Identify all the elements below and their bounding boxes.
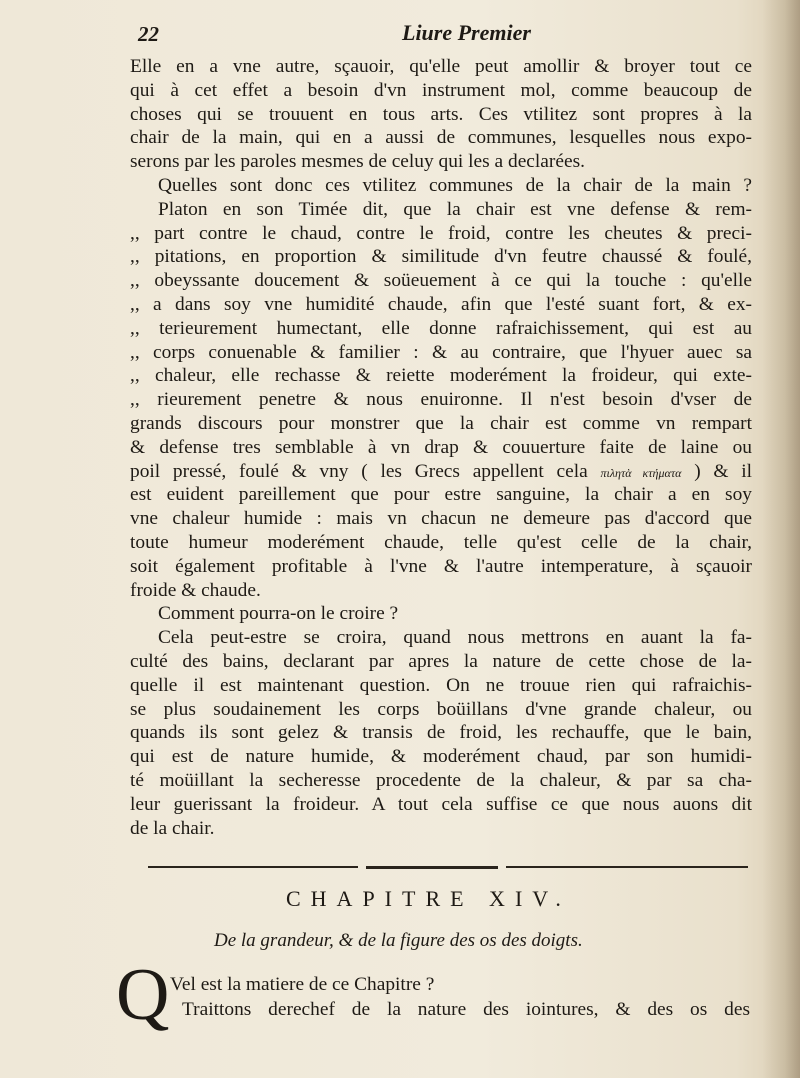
chapter-heading: CHAPITRE XIV. xyxy=(286,886,571,911)
text-line: soit également profitable à l'vne & l'autre intemperature, à sçauoir xyxy=(130,555,752,577)
quoted-line: ,, terieurement humectant, elle donne rafraichissement, qui est au xyxy=(130,317,752,339)
text-line: Traittons derechef de la nature des iointures, & des os des xyxy=(182,999,750,1020)
text-line: serons par les paroles mesmes de celuy qui les a declarées. xyxy=(130,151,585,173)
text-line: est euident pareillement que pour estre sanguine, la chair a en soy xyxy=(130,484,752,506)
text-line: vne chaleur humide : mais vn chacun ne demeure pas d'accord que xyxy=(130,508,752,530)
quoted-line: ,, corps conuenable & familier : & au contraire, que l'hyuer auec sa xyxy=(130,341,752,363)
text-fragment: ) & il xyxy=(694,460,753,482)
text-line: qui est de nature humide, & moderément chaud, par son humidi- xyxy=(130,746,752,768)
text-fragment: poil pressé, foulé & vny ( les Grecs appellent cela xyxy=(130,460,588,482)
question-line: Vel est la matiere de ce Chapitre ? xyxy=(170,974,435,995)
question-line: Comment pourra-on le croire ? xyxy=(158,603,399,625)
body-text xyxy=(130,55,752,840)
text-line: té moüillant la secheresse procedente de la chaleur, & par sa cha- xyxy=(130,769,752,791)
section-divider xyxy=(148,866,748,872)
quoted-line: ,, pitations, en proportion & similitude d'vn feutre chaussé & foulé, xyxy=(130,246,752,268)
text-line: quelle il est maintenant question. On ne trouue rien qui rafraichis- xyxy=(130,674,752,696)
text-line: de la chair. xyxy=(130,817,215,839)
text-line: Cela peut-estre se croira, quand nous mettrons en auant la fa- xyxy=(158,627,752,649)
running-title: Liure Premier xyxy=(402,20,531,45)
text-line: Platon en son Timée dit, que la chair est vne defense & rem- xyxy=(158,198,752,220)
text-line: leur guerissant la froideur. A tout cela suffise ce que nous auons dit xyxy=(130,793,752,815)
text-line: quands ils sont gelez & transis de froid, les rechauffe, que le bain, xyxy=(130,722,752,744)
quoted-line: ,, rieurement penetre & nous enuironne. Il n'est besoin d'vser de xyxy=(130,389,752,411)
chapter-opening xyxy=(170,972,750,1022)
text-line: culté des bains, declarant par apres la nature de cette chose de la- xyxy=(130,650,752,672)
text-line: choses qui se trouuent en tous arts. Ces vtilitez sont propres à la xyxy=(130,103,752,125)
quoted-line: ,, part contre le chaud, contre le froid, contre les cheutes & preci- xyxy=(130,222,752,244)
page-edge-shadow xyxy=(762,0,800,1078)
drop-cap: Q xyxy=(116,954,170,1036)
text-line: chair de la main, qui en a aussi de communes, lesquelles nous expo- xyxy=(130,127,752,149)
greek-term: πιλητὰ κτήματα xyxy=(600,465,682,480)
text-line: & defense tres semblable à vn drap & couuerture faite de laine ou xyxy=(130,436,752,458)
quoted-line: ,, a dans soy vne humidité chaude, afin que l'esté suant fort, & ex- xyxy=(130,293,752,315)
chapter-subtitle: De la grandeur, & de la figure des os des doigts. xyxy=(214,930,583,951)
quoted-line: ,, chaleur, elle rechasse & reiette moderément la froideur, qui exte- xyxy=(130,365,752,387)
text-line: qui à cet effet a besoin d'vn instrument mol, comme beaucoup de xyxy=(130,79,752,101)
running-head xyxy=(138,20,748,50)
text-line: froide & chaude. xyxy=(130,579,261,601)
question-line: Quelles sont donc ces vtilitez communes de la chair de la main ? xyxy=(158,174,752,196)
quoted-line: ,, obeyssante doucement & soüeuement à ce qui la touche : qu'elle xyxy=(130,270,752,292)
text-line: se plus soudainement les corps boüillans d'vne grande chaleur, ou xyxy=(130,698,752,720)
text-line-greek xyxy=(130,460,752,484)
text-line: toute humeur moderément chaude, telle qu'est celle de la chair, xyxy=(130,531,752,553)
text-line: Elle en a vne autre, sçauoir, qu'elle peut amollir & broyer tout ce xyxy=(130,56,752,77)
text-line: grands discours pour monstrer que la chair est comme vn rempart xyxy=(130,412,752,434)
page-number: 22 xyxy=(138,22,159,46)
